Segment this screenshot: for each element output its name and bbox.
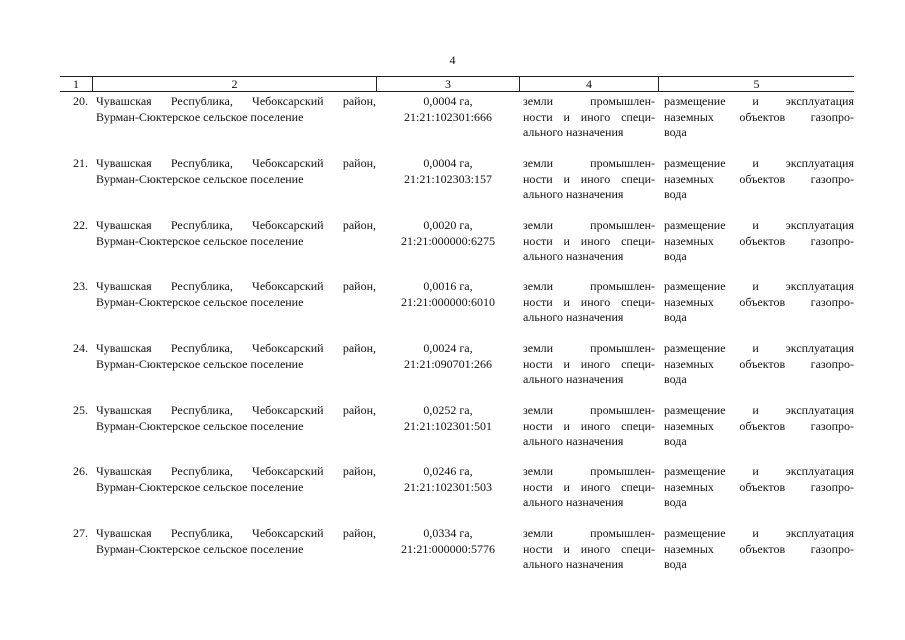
cadastral-number: 21:21:102301:501 — [403, 418, 492, 433]
area-value: 0,0004 га, — [423, 156, 473, 170]
column-header-5: 5 — [753, 77, 760, 91]
land-category-cell — [523, 464, 655, 511]
permitted-use-line: наземных объектов газопро- — [664, 479, 854, 494]
row-number: 22. — [73, 218, 88, 232]
row-number: 24. — [73, 341, 88, 355]
permitted-use-cell — [664, 156, 854, 203]
land-category-line: ности и иного специ- — [523, 294, 655, 309]
location-line: Чувашская Республика, Чебоксарский район, — [96, 403, 376, 417]
permitted-use-cell — [664, 341, 854, 388]
land-category-line: земли промышлен- — [523, 341, 655, 355]
area-cell — [378, 464, 518, 495]
land-category-line: земли промышлен- — [523, 526, 655, 540]
permitted-use-line: размещение и эксплуатация — [664, 94, 854, 108]
location-line: Вурман-Сюктерское сельское поселение — [96, 356, 304, 371]
location-cell — [96, 403, 376, 434]
permitted-use-cell — [664, 218, 854, 265]
location-line: Чувашская Республика, Чебоксарский район, — [96, 341, 376, 355]
cadastral-number: 21:21:102301:666 — [403, 109, 492, 124]
area-value: 0,0246 га, — [423, 464, 473, 478]
land-category-line: ального назначения — [523, 434, 624, 448]
column-header-3: 3 — [445, 77, 451, 91]
permitted-use-line: наземных объектов газопро- — [664, 418, 854, 433]
location-cell — [96, 464, 376, 495]
permitted-use-cell — [664, 464, 854, 511]
area-cell — [378, 526, 518, 557]
area-value: 0,0004 га, — [423, 94, 473, 108]
area-cell — [378, 156, 518, 187]
land-category-line: ности и иного специ- — [523, 171, 655, 186]
row-number: 23. — [73, 279, 88, 293]
table-row — [0, 341, 905, 401]
land-category-line: ности и иного специ- — [523, 418, 655, 433]
column-header-4: 4 — [586, 77, 592, 91]
permitted-use-line: наземных объектов газопро- — [664, 541, 854, 556]
permitted-use-line: наземных объектов газопро- — [664, 294, 854, 309]
row-number: 25. — [73, 403, 88, 417]
land-category-cell — [523, 279, 655, 326]
land-category-line: ального назначения — [523, 310, 624, 324]
land-category-line: земли промышлен- — [523, 279, 655, 293]
location-cell — [96, 156, 376, 187]
land-category-line: ности и иного специ- — [523, 479, 655, 494]
cadastral-number: 21:21:000000:6275 — [400, 233, 495, 248]
column-header-2: 2 — [231, 77, 238, 91]
location-line: Вурман-Сюктерское сельское поселение — [96, 171, 304, 186]
table-row — [0, 403, 905, 463]
location-line: Вурман-Сюктерское сельское поселение — [96, 233, 304, 248]
land-category-line: земли промышлен- — [523, 94, 655, 108]
table-row — [0, 464, 905, 524]
area-cell — [378, 403, 518, 434]
area-cell — [378, 279, 518, 310]
cadastral-number: 21:21:000000:6010 — [400, 294, 495, 309]
permitted-use-line: размещение и эксплуатация — [664, 526, 854, 540]
table-row — [0, 156, 905, 216]
permitted-use-line: размещение и эксплуатация — [664, 156, 854, 170]
permitted-use-line: вода — [664, 187, 687, 201]
row-number: 27. — [73, 526, 88, 540]
land-category-line: ального назначения — [523, 557, 624, 571]
permitted-use-line: размещение и эксплуатация — [664, 403, 854, 417]
land-category-line: земли промышлен- — [523, 403, 655, 417]
location-line: Чувашская Республика, Чебоксарский район, — [96, 464, 376, 478]
location-line: Вурман-Сюктерское сельское поселение — [96, 109, 304, 124]
land-category-line: ального назначения — [523, 495, 624, 509]
area-value: 0,0024 га, — [423, 341, 473, 355]
land-category-line: ности и иного специ- — [523, 541, 655, 556]
land-category-line: ности и иного специ- — [523, 356, 655, 371]
area-cell — [378, 341, 518, 372]
permitted-use-cell — [664, 279, 854, 326]
location-cell — [96, 218, 376, 249]
permitted-use-line: наземных объектов газопро- — [664, 233, 854, 248]
cadastral-number: 21:21:090701:266 — [403, 356, 492, 371]
location-line: Вурман-Сюктерское сельское поселение — [96, 294, 304, 309]
land-category-line: ального назначения — [523, 249, 624, 263]
land-category-line: земли промышлен- — [523, 218, 655, 232]
permitted-use-cell — [664, 94, 854, 141]
table-row — [0, 279, 905, 339]
table-row — [0, 218, 905, 278]
page-number: 4 — [449, 53, 456, 67]
location-line: Вурман-Сюктерское сельское поселение — [96, 418, 304, 433]
row-number: 26. — [73, 464, 88, 478]
permitted-use-line: вода — [664, 310, 687, 324]
column-header-1: 1 — [73, 77, 79, 91]
permitted-use-cell — [664, 526, 854, 573]
permitted-use-line: наземных объектов газопро- — [664, 356, 854, 371]
cadastral-number: 21:21:102301:503 — [403, 479, 492, 494]
permitted-use-line: вода — [664, 495, 687, 509]
land-category-line: ности и иного специ- — [523, 109, 655, 124]
location-line: Чувашская Республика, Чебоксарский район, — [96, 156, 376, 170]
row-number: 21. — [73, 156, 88, 170]
location-cell — [96, 279, 376, 310]
permitted-use-line: наземных объектов газопро- — [664, 171, 854, 186]
area-value: 0,0016 га, — [423, 279, 473, 293]
land-category-line: ности и иного специ- — [523, 233, 655, 248]
land-category-line: ального назначения — [523, 372, 624, 386]
land-category-line: ального назначения — [523, 187, 624, 201]
table-row — [0, 94, 905, 154]
land-category-line: земли промышлен- — [523, 156, 655, 170]
cadastral-number: 21:21:102303:157 — [403, 171, 492, 186]
area-value: 0,0334 га, — [423, 526, 473, 540]
land-category-line: ального назначения — [523, 125, 624, 139]
land-category-cell — [523, 526, 655, 573]
location-line: Вурман-Сюктерское сельское поселение — [96, 541, 304, 556]
area-value: 0,0252 га, — [423, 403, 473, 417]
location-line: Вурман-Сюктерское сельское поселение — [96, 479, 304, 494]
location-line: Чувашская Республика, Чебоксарский район, — [96, 218, 376, 232]
location-cell — [96, 94, 376, 125]
land-category-cell — [523, 218, 655, 265]
permitted-use-line: вода — [664, 249, 687, 263]
land-category-line: земли промышлен- — [523, 464, 655, 478]
permitted-use-line: размещение и эксплуатация — [664, 279, 854, 293]
permitted-use-line: размещение и эксплуатация — [664, 464, 854, 478]
location-line: Чувашская Республика, Чебоксарский район, — [96, 94, 376, 108]
land-category-cell — [523, 341, 655, 388]
permitted-use-line: вода — [664, 557, 687, 571]
location-cell — [96, 341, 376, 372]
area-cell — [378, 218, 518, 249]
land-category-cell — [523, 94, 655, 141]
permitted-use-line: наземных объектов газопро- — [664, 109, 854, 124]
land-category-cell — [523, 156, 655, 203]
permitted-use-line: размещение и эксплуатация — [664, 218, 854, 232]
area-value: 0,0020 га, — [423, 218, 473, 232]
permitted-use-line: вода — [664, 125, 687, 139]
area-cell — [378, 94, 518, 125]
cadastral-number: 21:21:000000:5776 — [400, 541, 495, 556]
permitted-use-cell — [664, 403, 854, 450]
location-cell — [96, 526, 376, 557]
row-number: 20. — [73, 94, 88, 108]
permitted-use-line: размещение и эксплуатация — [664, 341, 854, 355]
permitted-use-line: вода — [664, 434, 687, 448]
land-category-cell — [523, 403, 655, 450]
location-line: Чувашская Республика, Чебоксарский район, — [96, 279, 376, 293]
permitted-use-line: вода — [664, 372, 687, 386]
table-header-bottom-rule — [60, 91, 854, 92]
table-row — [0, 526, 905, 586]
location-line: Чувашская Республика, Чебоксарский район, — [96, 526, 376, 540]
